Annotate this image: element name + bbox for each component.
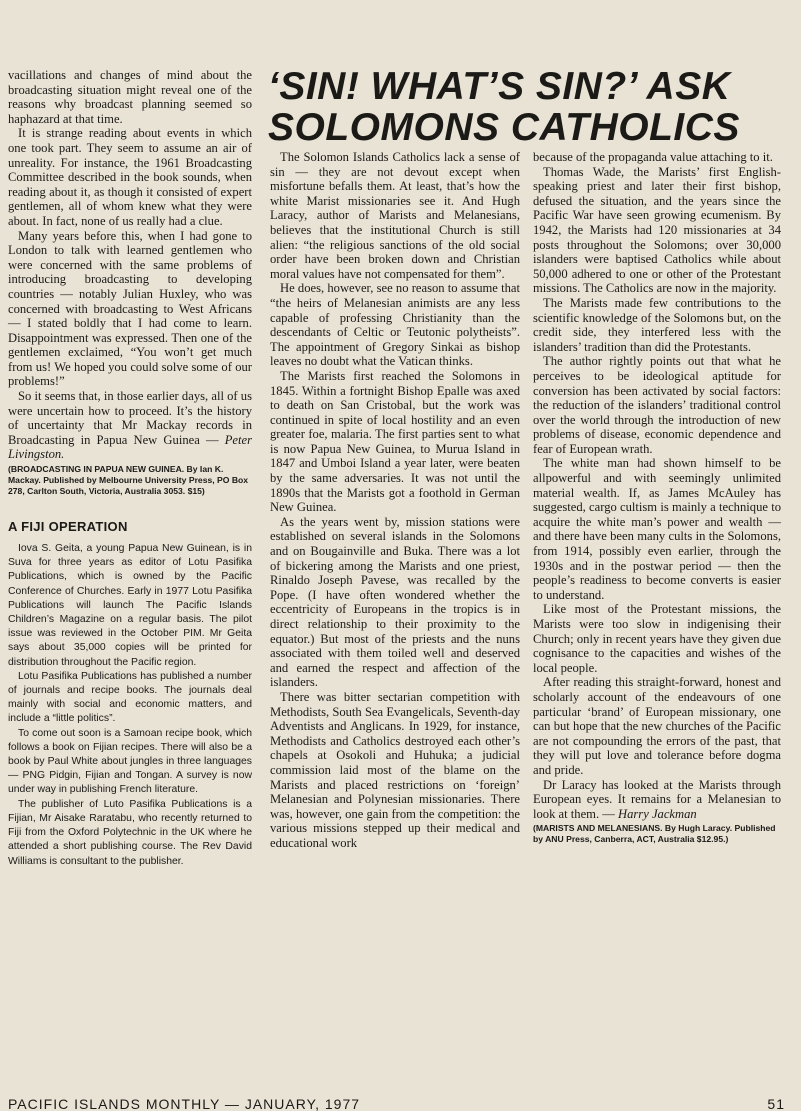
headline-line: SOLOMONS CATHOLICS: [268, 106, 740, 149]
right-column: [533, 150, 781, 845]
paragraph: The Marists made few contributions to the scientific knowledge of the Solomons but, on the credit side, they interfered less with the islanders’ tradition than did the Protestants.: [533, 295, 781, 354]
paragraph: Thomas Wade, the Marists’ first English-speaking priest and later their first bishop, defused the situation, and the years since the Pacific War have seen growing ecumenism. By 1942, the Marists had 120 missionaries at 34 posts throughout the Solomons; over 30,000 islanders were baptised Catholics while about 50,000 adhered to one or other of the Protestant missions. The Catholics are now in the majority.: [533, 164, 781, 296]
paragraph: After reading this straight-forward, honest and scholarly account of the endeavours of one particular ‘brand’ of European missionary, one can but hope that the new churches of the Pacific are not compounding the errors of the past, that they will put love and tolerance before dogma and pride.: [533, 675, 781, 777]
page-footer: [8, 1096, 793, 1111]
paragraph: There was bitter sectarian competition with Methodists, South Sea Evangelicals, Seventh-day Adventists and Anglicans. In 1929, for instance, Methodists and Catholics destroyed each other’s chapels at Osokoli and Huhuka; a judicial commission laid most of the blame on the Marists and placed restrictions on ‘foreign’ Melanesian and Polynesian missionaries. There was, however, one gain from the competition: the various missions stepped up their medical and educational work: [270, 689, 520, 850]
reviewer-byline: Harry Jackman: [618, 806, 697, 821]
paragraph-text: So it seems that, in those earlier days, all of us were uncertain how to proceed. It’s the history of uncertainty that Mr Mackay records in Broadcasting in Papua New Guinea —: [8, 389, 252, 447]
paragraph: The author rightly points out that what he perceives to be ideological aptitude for conversion has been activated by social factors: the reduction of the islanders’ traditional control over the world through the introduction of new problems of disease, economic dependence and fear of European wrath.: [533, 354, 781, 456]
paragraph: As the years went by, mission stations were established on several islands in the Solomons and on Bougainville and Buka. There was a lot of bickering among the Marists and one priest, Rinaldo Joseph Pavese, was recalled by the Pope. (I have often wondered whether the eccentricity of Europeans in the tropics is in direct relationship to their proximity to the equator.) But most of the priests and the nuns associated with them toiled well and deserved and earned the respect and affection of the islanders.: [270, 514, 520, 690]
headline-line: ‘SIN! WHAT’S SIN?’ ASK: [268, 65, 731, 108]
book-credit: (MARISTS AND MELANESIANS. By Hugh Laracy. Published by ANU Press, Canberra, ACT, Australia $12.95.): [533, 823, 776, 845]
paragraph: To come out soon is a Samoan recipe book, which follows a book on Fijian recipes. There will also be a book by Paul White about jungles in three languages — PNG Pidgin, Fijian and Tongan. A survey is now under way in publishing French literature.: [8, 727, 252, 796]
paragraph: [8, 389, 252, 462]
paragraph: The Solomon Islands Catholics lack a sense of sin — they are not devout except when misfortune befalls them. At least, that’s how the white Marist missionaries see it. And Hugh Laracy, author of Marists and Melanesians, believes that the institutional Church is still alien: “the religious sanctions of the old social order have been broken down and Christian moral values have not compensated for them”.: [270, 150, 520, 281]
publication-name: PACIFIC ISLANDS MONTHLY — JANUARY, 1977: [8, 1096, 361, 1111]
paragraph: vacillations and changes of mind about the broadcasting situation might reveal one of the reasons why broadcast planning seemed so haphazard at that time.: [8, 68, 252, 126]
article-headline: [268, 66, 788, 148]
paragraph-text: Dr Laracy has looked at the Marists through European eyes. It remains for a Melanesian to look at them. —: [533, 777, 781, 821]
left-column: [8, 68, 252, 869]
reviewer-byline: Peter Livingston.: [8, 432, 252, 462]
paragraph: He does, however, see no reason to assume that “the heirs of Melanesian animists are any less capable of professing Christianity than the descendants of Celtic or Teutonic polytheists”. The appointment of Gregory Sinkai as bishop leaves no doubt what the Vatican thinks.: [270, 281, 520, 369]
paragraph: Like most of the Protestant missions, the Marists were too slow in indigenising their Church; only in recent years have they given due cognisance to the capacities and wishes of the local people.: [533, 602, 781, 675]
book-credit: (BROADCASTING IN PAPUA NEW GUINEA. By Ian K. Mackay. Published by Melbourne University Press, PO Box 278, Carlton South, Victoria, Australia 3053. $15): [8, 464, 249, 497]
middle-column: [270, 150, 520, 851]
page-number: 51: [767, 1096, 785, 1111]
paragraph: The publisher of Luto Pasifika Publications is a Fijian, Mr Aisake Raratabu, who recently returned to Fiji from the Oxford Polytechnic in the UK where he attended a short publishing course. The Rev David Williams is consultant to the publisher.: [8, 798, 252, 867]
paragraph: because of the propaganda value attaching to it.: [533, 150, 773, 164]
paragraph: Lotu Pasifika Publications has published a number of journals and recipe books. The journals deal mainly with social and economic matters, and include a “little politics”.: [8, 670, 252, 725]
paragraph: It is strange reading about events in which one took part. They seem to assume an air of unreality. For instance, the 1961 Broadcasting Committee described in the book sounds, when reading about it, as though it consisted of expert gentlemen, all of whom knew what they were about. In fact, none of us really had a clue.: [8, 126, 252, 228]
paragraph: The Marists first reached the Solomons in 1845. Within a fortnight Bishop Epalle was axed to death on San Cristobal, but the work was continued in spite of local hostility and an even greater foe, malaria. The first parties sent to what is now Papua New Guinea, to Murua Island in 1847 and Umboi Island a year later, were beaten by the same adversaries. It was not until the 1890s that the Marists got a foothold in German New Guinea.: [270, 368, 520, 515]
paragraph: Many years before this, when I had gone to London to talk with learned gentlemen who were concerned with the same problems of introducing broadcasting to developing countries — notably Julian Huxley, who was concerned with broadcasting to West Africans — I stated boldly that I had come to learn. Disappointment was expressed. Then one of the gentlemen exclaimed, “You won’t get much from us! We hoped you could solve some of our problems!”: [8, 228, 252, 389]
paragraph: The white man had shown himself to be allpowerful and with seemingly unlimited material wealth. If, as James McAuley has suggested, cargo cultism is mainly a technique to acquire the white man’s power and wealth — and there have been many cults in the Solomons, from 1914, possibly even earlier, through the 1930s and in the postwar period — then the people’s readiness to become converts is easier to understand.: [533, 456, 781, 602]
section-heading: A FIJI OPERATION: [8, 519, 128, 535]
paragraph: [533, 778, 781, 822]
paragraph: Iova S. Geita, a young Papua New Guinean, is in Suva for three years as editor of Lotu Pasifika Publications, which is owned by the Pacific Conference of Churches. Early in 1977 Lotu Pasifika Publications will launch The Pacific Islands Children’s Magazine on a regular basis. The pilot issue was reviewed in the October PIM. Mr Geita says about 35,000 copies will be printed for distribution throughout the Pacific region.: [8, 543, 252, 668]
